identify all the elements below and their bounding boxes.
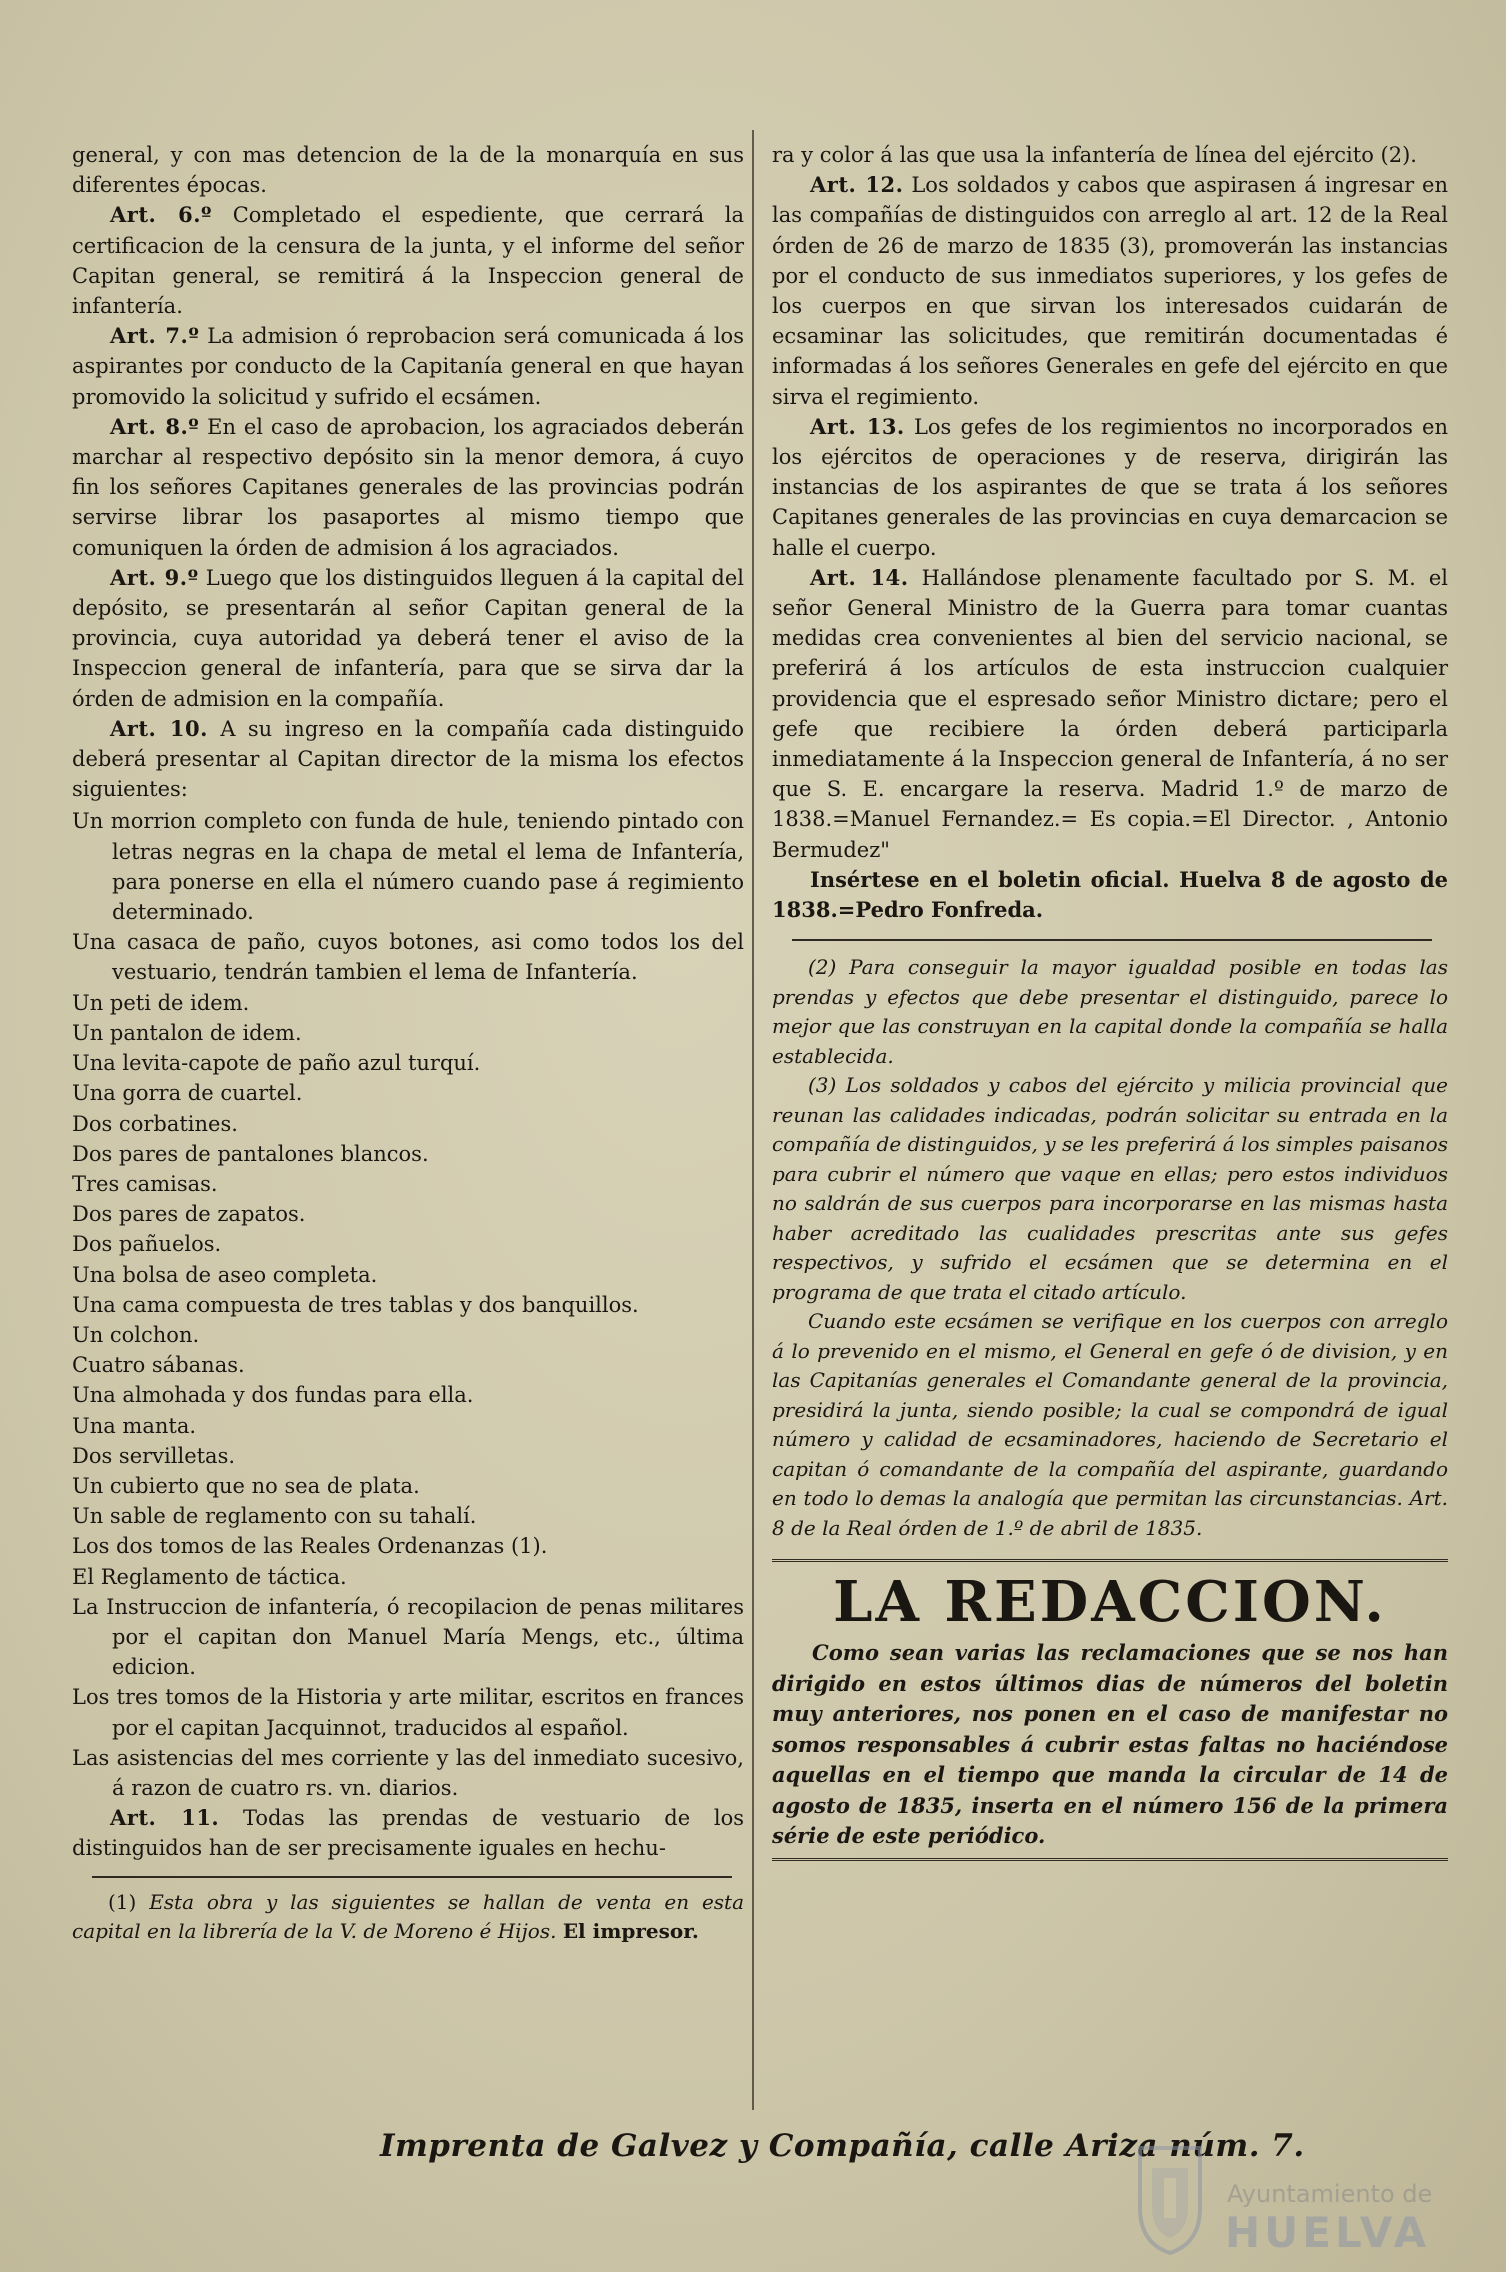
watermark-line2: HUELVA: [1225, 2208, 1431, 2257]
article-13: [772, 412, 1448, 563]
article-label: Art. 13.: [810, 413, 905, 439]
list-item: Un cubierto que no sea de plata.: [72, 1473, 420, 1498]
footnote-3-continued: Cuando este ecsámen se verifique en los cuerpos con arreglo á lo prevenido en el mismo, el General en gefe ó de division, y en las Capitanías generales el Comandante general de la provincia, presidirá la junta, siendo posible; la cual se compondrá de igual número y calidad de ecsaminadores, haciendo de Secretario el capitan ó comandante de la compañía del aspirante, guardando en todo lo demas la analogía que permitan las circunstancias. Art. 8 de la Real órden de 1.º de abril de 1835.: [772, 1309, 1448, 1540]
list-item: Cuatro sábanas.: [72, 1353, 245, 1378]
article-6: [72, 200, 744, 321]
article-text: Luego que los distinguidos lleguen á la capital del depósito, se presentarán al señor Capitan general de la provincia, cuya autoridad ya deberá tener el aviso de la Inspeccion general de infantería, para que se sirva dar la órden de admision en la compañía.: [72, 565, 744, 711]
article-text: Completado el espediente, que cerrará la certificacion de la censura de la junta, y el informe del señor Capitan general, se remitirá á la Inspeccion general de infantería.: [72, 203, 744, 319]
list-item: La Instruccion de infantería, ó recopilacion de penas militares por el capitan don Manuel María Mengs, etc., última edicion.: [72, 1594, 744, 1680]
list-item: Un pantalon de idem.: [72, 1020, 302, 1045]
article-label: Art. 8.º: [110, 413, 200, 439]
list-item: Los dos tomos de las Reales Ordenanzas (1).: [72, 1534, 548, 1559]
list-item: Una bolsa de aseo completa.: [72, 1262, 378, 1287]
article-8: [72, 412, 744, 563]
article-14: [772, 563, 1448, 865]
footnote-rule: [792, 939, 1432, 941]
list-item: Una cama compuesta de tres tablas y dos banquillos.: [72, 1292, 639, 1317]
footnote-2: (2) Para conseguir la mayor igualdad posible en todas las prendas y efectos que debe presentar el distinguido, parece lo mejor que las construyan en la capital donde la compañía se halla establecida.: [772, 955, 1448, 1068]
article-9: [72, 563, 744, 714]
printer-imprint: Imprenta de Galvez y Compañía, calle Ariza núm. 7.: [380, 2128, 1305, 2164]
footnote-1: [72, 1888, 744, 1947]
list-item: Una casaca de paño, cuyos botones, asi como todos los del vestuario, tendrán tambien el lema de Infantería.: [72, 930, 744, 985]
closing-order: Insértese en el boletin oficial. Huelva 8 de agosto de 1838.=Pedro Fonfreda.: [772, 866, 1448, 923]
intro-text: general, y con mas detencion de la de la monarquía en sus diferentes épocas.: [72, 143, 744, 198]
footnote-signature: El impresor.: [562, 1919, 699, 1944]
list-item: Las asistencias del mes corriente y las del inmediato sucesivo, á razon de cuatro rs. vn. diarios.: [72, 1745, 744, 1800]
article-text: A su ingreso en la compañía cada distinguido deberá presentar al Capitan director de la misma los efectos siguientes:: [72, 716, 744, 802]
list-item: Un peti de idem.: [72, 990, 250, 1015]
article-label: Art. 9.º: [110, 564, 199, 590]
article-text: Hallándose plenamente facultado por S. M. el señor General Ministro de la Guerra para tomar cuantas medidas crea convenientes al bien del servicio nacional, se preferirá á los artículos de esta instruccion cualquier providencia que el espresado señor Ministro dictare; pero el gefe que recibiere la órden deberá participarla inmediatamente á la Inspeccion general de Infantería, á no ser que S. E. encargare la reserva. Madrid 1.º de marzo de 1838.=Manuel Fernandez.= Es copia.=El Director. , Antonio Bermudez": [772, 565, 1448, 862]
huelva-crest-icon: [1130, 2138, 1210, 2258]
list-item: Un sable de reglamento con su tahalí.: [72, 1504, 477, 1529]
article-text: La admision ó reprobacion será comunicada á los aspirantes por conducto de la Capitanía general en que hayan promovido la solicitud y sufrido el ecsámen.: [72, 324, 744, 409]
article-label: Art. 11.: [110, 1805, 220, 1831]
article-7: [72, 321, 744, 412]
article-label: Art. 14.: [810, 564, 909, 590]
effects-list: [72, 806, 744, 1803]
list-item: Una almohada y dos fundas para ella.: [72, 1383, 474, 1408]
list-item: El Reglamento de táctica.: [72, 1564, 347, 1589]
list-item: Una manta.: [72, 1413, 197, 1438]
footnote-number: (1): [108, 1889, 137, 1914]
article-12: [772, 170, 1448, 412]
article-text: Todas las prendas de vestuario de los distinguidos han de ser precisamente iguales en hechu-: [72, 1806, 744, 1861]
footnote-3: (3) Los soldados y cabos del ejército y milicia provincial que reunan las calidades indicadas, podrán solicitar su entrada en la compañía de distinguidos, y se les preferirá á los simples paisanos para cubrir el número que vaque en ellas; pero estos individuos no saldrán de sus cuerpos para incorporarse en las mismas hasta haber acreditado las cualidades prescritas ante sus gefes respectivos, y sufrido el ecsámen que se determina en el programa de que trata el citado artículo.: [772, 1073, 1448, 1304]
list-item: Un colchon.: [72, 1322, 200, 1347]
article-text: Los soldados y cabos que aspirasen á ingresar en las compañías de distinguidos con arreglo al art. 12 de la Real órden de 26 de marzo de 1835 (3), promoverán las instancias por el conducto de sus inmediatos superiores, y los gefes de los cuerpos en que sirvan los interesados cuidarán de ecsaminar las solicitudes, que remitirán documentadas é informadas á los señores Generales en gefe del ejército en que sirva el regimiento.: [772, 173, 1448, 409]
footnote-text: Esta obra y las siguientes se hallan de venta en esta capital en la librería de la V. de Moreno é Hijos.: [72, 1889, 745, 1944]
list-item: Dos pañuelos.: [72, 1232, 222, 1257]
article-11: [72, 1803, 744, 1863]
article-label: Art. 12.: [810, 172, 904, 198]
left-column: [72, 140, 744, 1947]
list-item: Dos pares de pantalones blancos.: [72, 1141, 429, 1166]
list-item: Dos pares de zapatos.: [72, 1202, 306, 1227]
article-label: Art. 10.: [110, 715, 208, 741]
list-item: Un morrion completo con funda de hule, teniendo pintado con letras negras en la chapa de metal el lema de Infantería, para ponerse en ella el número cuando pase á regimiento determinado.: [72, 809, 744, 925]
list-item: Una levita-capote de paño azul turquí.: [72, 1051, 481, 1076]
column-divider: [752, 130, 754, 2110]
continuation-text: ra y color á las que usa la infantería de línea del ejército (2).: [772, 143, 1417, 167]
footnote-rule: [92, 1876, 732, 1878]
list-item: Tres camisas.: [72, 1171, 218, 1196]
article-text: En el caso de aprobacion, los agraciados deberán marchar al respectivo depósito sin la menor demora, á cuyo fin los señores Capitanes generales de las provincias podrán servirse librar los pasaportes al mismo tiempo que comuniquen la órden de admision á los agraciados.: [72, 414, 744, 560]
article-label: Art. 6.º: [110, 202, 213, 228]
list-item: Dos servilletas.: [72, 1443, 236, 1468]
list-item: Una gorra de cuartel.: [72, 1081, 303, 1106]
article-label: Art. 7.º: [110, 323, 200, 349]
right-column: [772, 140, 1448, 1861]
list-item: Dos corbatines.: [72, 1111, 238, 1136]
redaccion-notice: [772, 1559, 1448, 1861]
ayuntamiento-watermark: [1115, 2130, 1445, 2260]
watermark-line1: Ayuntamiento de: [1227, 2180, 1433, 2208]
redaccion-body: Como sean varias las reclamaciones que se nos han dirigido en estos últimos dias de números del boletin muy anteriores, nos ponen en el caso de manifestar no somos responsables á cubrir estas faltas no haciéndose aquellas en el tiempo que manda la circular de 14 de agosto de 1835, inserta en el número 156 de la primera série de este periódico.: [772, 1640, 1448, 1849]
article-10: [72, 714, 744, 805]
list-item: Los tres tomos de la Historia y arte militar, escritos en frances por el capitan Jacquinnot, traducidos al español.: [72, 1685, 744, 1740]
article-text: Los gefes de los regimientos no incorporados en los ejércitos de operaciones y de reserva, dirigirán las instancias de los aspirantes de que se trata á los señores Capitanes generales de las provincias en cuya demarcacion se halle el cuerpo.: [772, 414, 1449, 560]
redaccion-title: LA REDACCION.: [833, 1569, 1387, 1636]
